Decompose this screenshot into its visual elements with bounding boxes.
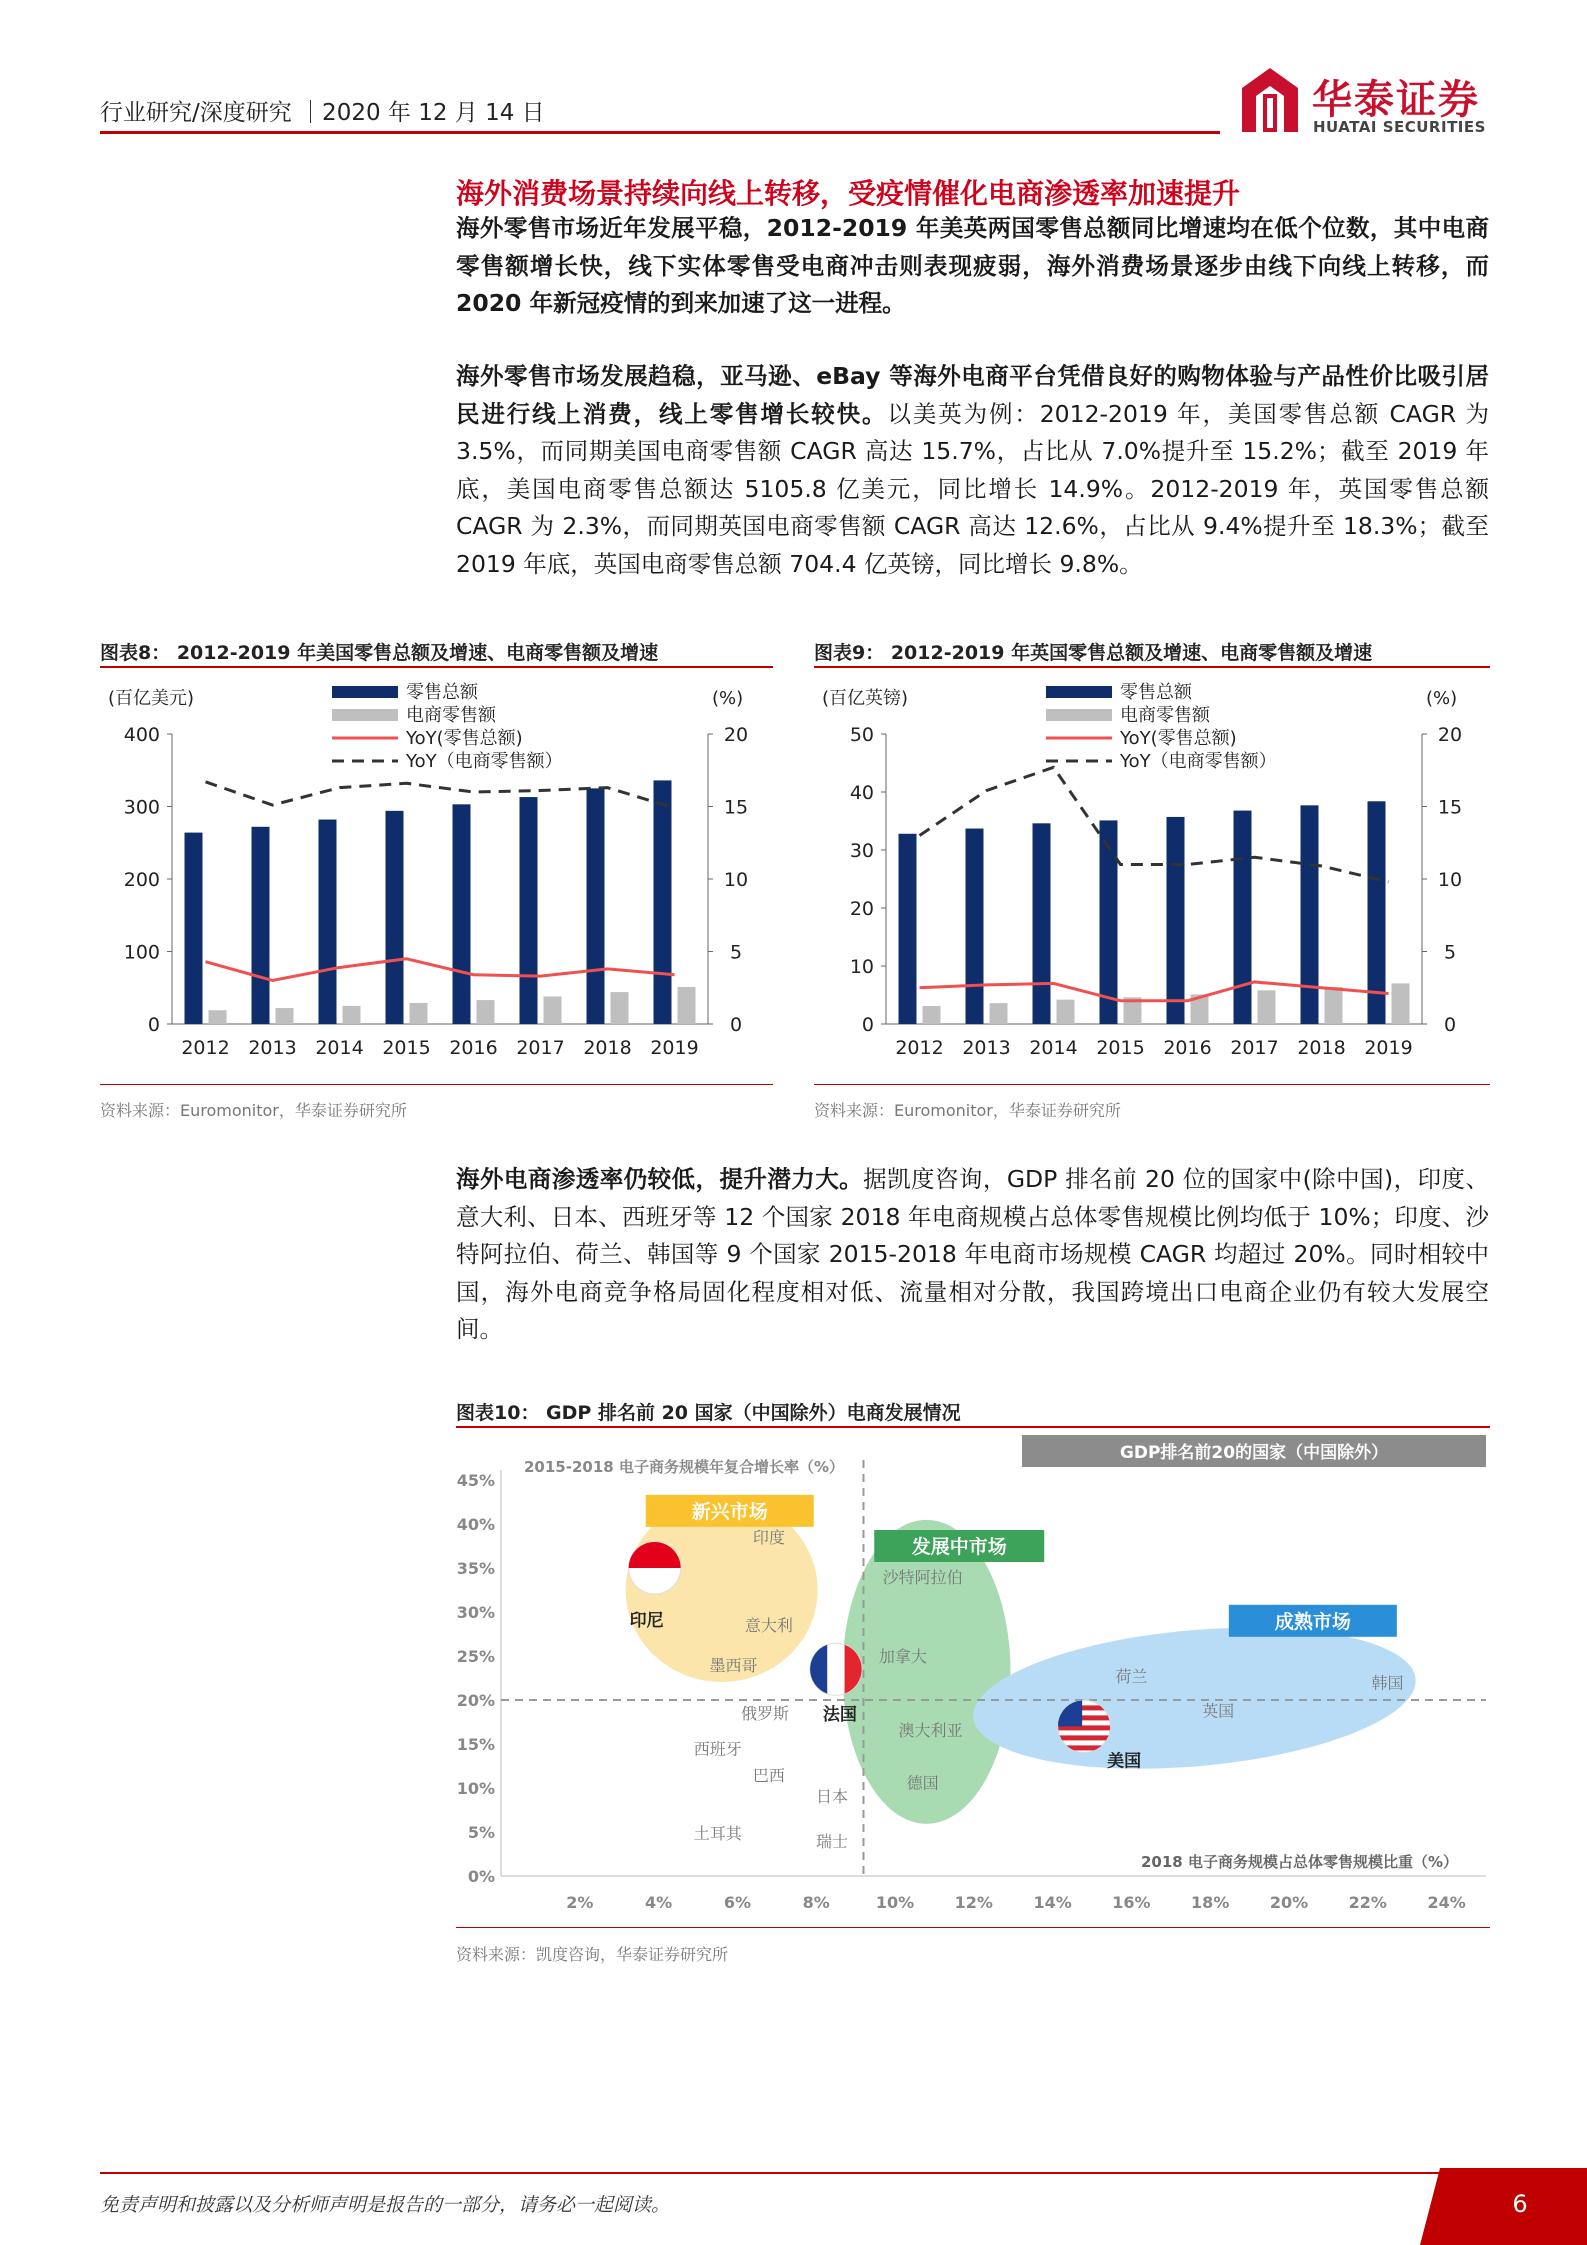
fig9-y-tick-label: 0 xyxy=(861,1014,874,1036)
fig10-bubble-mature xyxy=(967,1611,1421,1785)
figure-10-source: 资料来源：凯度咨询，华泰证券研究所 xyxy=(456,1945,729,1964)
fig10-x-tick-label: 6% xyxy=(723,1893,751,1912)
fig8-bar-total xyxy=(185,833,203,1024)
fig10-x-tick-label: 10% xyxy=(875,1893,915,1912)
fig8-x-tick-label: 2012 xyxy=(181,1037,230,1059)
fig10-point-label: 印尼 xyxy=(629,1611,664,1631)
fig9-bar-total xyxy=(1033,823,1051,1024)
fig9-bar-total xyxy=(1234,811,1252,1024)
fig8-left-unit: (百亿美元) xyxy=(108,688,195,709)
fig9-bar-total xyxy=(899,834,917,1024)
fig10-point-label: 韩国 xyxy=(1371,1673,1404,1693)
fig8-bar-ecom xyxy=(343,1006,361,1024)
fig10-x-tick-label: 16% xyxy=(1112,1893,1151,1912)
fig10-y-tick-label: 25% xyxy=(456,1647,495,1666)
fig9-y-tick-label: 20 xyxy=(849,898,874,920)
fig10-point-label: 土耳其 xyxy=(693,1823,742,1843)
figure-8-source: 资料来源：Euromonitor，华泰证券研究所 xyxy=(100,1101,407,1120)
section-summary: 海外零售市场近年发展平稳，2012-2019 年美英两国零售总额同比增速均在低个位数，其中电商零售额增长快，线下实体零售受电商冲击则表现疲弱，海外消费场景逐步由线下向线上转移，而 2020 年新冠疫情的到来加速了这一进程。 xyxy=(456,214,1489,317)
fig10-x-tick-label: 8% xyxy=(802,1893,830,1912)
fig9-x-tick-label: 2017 xyxy=(1230,1037,1279,1059)
fig8-bar-ecom xyxy=(678,987,696,1024)
fig8-x-tick-label: 2017 xyxy=(516,1037,565,1059)
logo-text-en: HUATAI SECURITIES xyxy=(1313,118,1486,136)
fig10-banner-text: GDP排名前20的国家（中国除外） xyxy=(1119,1443,1389,1463)
fig9-bar-total xyxy=(966,829,984,1024)
fig10-x-tick-label: 4% xyxy=(645,1893,673,1912)
fig10-y-tick-label: 35% xyxy=(456,1559,495,1578)
fig10-x-axis-label: 2018 电子商务规模占总体零售规模比重（%） xyxy=(1140,1853,1458,1871)
fig8-y2-tick-label: 0 xyxy=(729,1014,743,1036)
fig9-bar-ecom xyxy=(1258,990,1276,1024)
huatai-logo-icon xyxy=(1240,68,1300,132)
flag-france-blue xyxy=(810,1645,827,1694)
fig9-bar-ecom xyxy=(923,1006,941,1024)
fig8-bar-ecom xyxy=(410,1003,428,1024)
fig10-y-tick-label: 15% xyxy=(456,1735,495,1754)
fig8-y-tick-label: 200 xyxy=(123,869,160,891)
fig10-point-label: 荷兰 xyxy=(1115,1667,1148,1687)
fig9-bar-ecom xyxy=(990,1003,1008,1024)
fig10-y-tick-label: 45% xyxy=(456,1471,495,1490)
fig9-legend-swatch xyxy=(1046,709,1112,721)
fig9-right-unit: (%) xyxy=(1426,688,1458,709)
fig10-point-label: 墨西哥 xyxy=(709,1655,758,1675)
page-number: 6 xyxy=(1512,2190,1528,2218)
fig8-y-tick-label: 100 xyxy=(123,941,160,964)
fig8-y2-tick-label: 15 xyxy=(723,796,749,819)
fig9-bar-ecom xyxy=(1325,987,1343,1024)
fig8-bar-ecom xyxy=(209,1010,227,1024)
paragraph-2-lead: 海外电商渗透率仍较低，提升潜力大。 xyxy=(456,1165,864,1193)
fig10-point-label: 英国 xyxy=(1202,1701,1235,1721)
fig10-group-label: 发展中市场 xyxy=(911,1536,1007,1558)
fig10-y-tick-label: 10% xyxy=(456,1779,495,1798)
fig9-y2-tick-label: 20 xyxy=(1437,724,1463,746)
fig8-bar-ecom xyxy=(544,996,562,1024)
fig9-legend-label: 零售总额 xyxy=(1120,682,1192,703)
fig10-x-tick-label: 22% xyxy=(1348,1893,1387,1912)
fig10-point-label: 印度 xyxy=(752,1528,785,1548)
fig8-bar-ecom xyxy=(276,1008,294,1024)
figure-8-chart xyxy=(100,672,773,1084)
fig10-point-label: 加拿大 xyxy=(878,1647,927,1666)
figure-9-chart xyxy=(814,672,1490,1084)
fig10-x-tick-label: 18% xyxy=(1191,1893,1230,1912)
section-title: 海外消费场景持续向线上转移，受疫情催化电商渗透率加速提升 xyxy=(456,177,1241,210)
fig9-x-tick-label: 2016 xyxy=(1163,1037,1212,1059)
fig10-y-axis-label: 2015-2018 电子商务规模年复合增长率（%） xyxy=(524,1458,844,1476)
fig8-legend-label: 电商零售额 xyxy=(406,705,496,726)
flag-usa-stripe xyxy=(1058,1735,1110,1740)
fig10-point-label: 德国 xyxy=(906,1773,939,1793)
fig8-x-tick-label: 2014 xyxy=(315,1037,364,1059)
fig8-legend-swatch xyxy=(332,686,398,698)
fig10-flag-法国 xyxy=(810,1643,862,1695)
fig10-x-tick-label: 14% xyxy=(1033,1893,1072,1912)
figure-8-top-line xyxy=(100,666,773,668)
fig10-point-label: 巴西 xyxy=(752,1765,785,1785)
fig9-y-tick-label: 40 xyxy=(849,782,874,804)
fig10-y-tick-label: 30% xyxy=(456,1603,495,1622)
fig8-bar-total xyxy=(252,827,270,1024)
fig9-x-tick-label: 2015 xyxy=(1096,1037,1145,1059)
fig10-x-tick-label: 20% xyxy=(1269,1893,1309,1912)
fig9-y-tick-label: 30 xyxy=(849,840,874,862)
fig9-y2-tick-label: 0 xyxy=(1443,1014,1457,1036)
header-breadcrumb: 行业研究/深度研究 ｜2020 年 12 月 14 日 xyxy=(100,100,545,126)
fig8-bar-total xyxy=(386,811,404,1024)
fig10-point-label: 美国 xyxy=(1107,1751,1142,1772)
paragraph-2 xyxy=(456,1161,1489,1349)
fig8-legend-label: 零售总额 xyxy=(406,682,478,703)
fig8-bar-total xyxy=(654,780,672,1024)
fig10-x-tick-label: 12% xyxy=(954,1893,993,1912)
footer-disclaimer: 免责声明和披露以及分析师声明是报告的一部分，请务必一起阅读。 xyxy=(100,2194,671,2216)
fig9-y-tick-label: 10 xyxy=(849,956,874,978)
fig10-group-label: 成熟市场 xyxy=(1274,1610,1351,1633)
fig9-x-tick-label: 2013 xyxy=(962,1037,1011,1059)
fig9-bar-ecom xyxy=(1392,983,1410,1024)
fig8-y2-tick-label: 5 xyxy=(729,941,743,964)
fig10-y-tick-label: 20% xyxy=(456,1691,495,1710)
fig8-right-unit: (%) xyxy=(712,688,744,709)
fig10-x-tick-label: 2% xyxy=(566,1893,594,1912)
fig8-bar-total xyxy=(319,820,337,1024)
fig8-x-tick-label: 2015 xyxy=(382,1037,431,1059)
fig8-x-tick-label: 2013 xyxy=(248,1037,297,1059)
logo-text-cn: 华泰证券 xyxy=(1312,77,1480,123)
fig8-y2-tick-label: 20 xyxy=(723,724,749,746)
fig9-bar-total xyxy=(1167,817,1185,1024)
fig8-legend-label: YoY(零售总额) xyxy=(406,728,523,749)
fig8-x-tick-label: 2019 xyxy=(650,1037,699,1059)
fig8-bar-total xyxy=(453,804,471,1024)
fig10-point-label: 澳大利亚 xyxy=(898,1720,963,1740)
fig9-x-tick-label: 2012 xyxy=(895,1037,944,1059)
fig10-y-tick-label: 5% xyxy=(467,1823,495,1842)
fig10-flag-美国 xyxy=(1058,1700,1110,1752)
fig10-y-tick-label: 0% xyxy=(467,1867,495,1886)
figure-9-bottom-line xyxy=(814,1084,1490,1085)
paragraph-1-lead: 海外零售市场发展趋稳，亚马逊、eBay 等海外电商平台凭借良好的购物体验与产品性价比吸引居民进行线上消费，线上零售增长较快。 xyxy=(456,362,1489,428)
fig10-point-label: 西班牙 xyxy=(693,1739,742,1759)
fig10-point-label: 法国 xyxy=(822,1705,857,1726)
fig8-legend-label: YoY（电商零售额） xyxy=(406,751,563,772)
header-divider xyxy=(100,131,1220,134)
figure-9-source: 资料来源：Euromonitor，华泰证券研究所 xyxy=(814,1101,1121,1120)
fig10-group-label: 新兴市场 xyxy=(691,1500,768,1523)
fig10-point-label: 意大利 xyxy=(744,1616,793,1636)
fig10-flag-印尼 xyxy=(629,1542,681,1594)
fig9-legend-label: YoY(零售总额) xyxy=(1120,728,1237,749)
fig9-x-tick-label: 2014 xyxy=(1029,1037,1078,1059)
fig9-legend-label: 电商零售额 xyxy=(1120,705,1210,726)
figure-10-chart xyxy=(456,1430,1490,1926)
figure-10-title: 图表10： GDP 排名前 20 国家（中国除外）电商发展情况 xyxy=(456,1402,961,1424)
fig8-bar-ecom xyxy=(477,1000,495,1024)
figure-9-top-line xyxy=(814,666,1490,668)
fig9-x-tick-label: 2019 xyxy=(1364,1037,1413,1059)
fig8-legend-swatch xyxy=(332,709,398,721)
fig8-x-tick-label: 2016 xyxy=(449,1037,498,1059)
fig8-y-tick-label: 0 xyxy=(147,1014,160,1036)
fig10-point-label: 俄罗斯 xyxy=(740,1704,789,1724)
fig8-bar-total xyxy=(587,788,605,1024)
fig9-y-tick-label: 50 xyxy=(849,724,874,746)
figure-10-top-line xyxy=(456,1426,1490,1428)
fig10-point-label: 瑞士 xyxy=(815,1831,848,1851)
fig9-legend-label: YoY（电商零售额） xyxy=(1120,751,1277,772)
fig10-point-label: 日本 xyxy=(815,1786,848,1806)
fig9-legend-swatch xyxy=(1046,686,1112,698)
fig8-y-tick-label: 300 xyxy=(123,796,160,819)
paragraph-1-body: 以美英为例：2012-2019 年，美国零售总额 CAGR 为 3.5%，而同期美国电商零售额 CAGR 高达 15.7%，占比从 7.0%提升至 15.2%；截至 2019 年底，美国电商零售总额达 5105.8 亿美元，同比增长 14.9%。2012-2019 年，英国零售总额 CAGR 为 2.3%，而同期英国电商零售额 CAGR 高达 12.6%，占比从 9.4%提升至 18.3%；截至 2019 年底，英国电商零售总额 704.4 亿英镑，同比增长 9.8%。 xyxy=(456,399,1489,578)
fig9-y2-tick-label: 10 xyxy=(1437,869,1463,891)
fig10-y-tick-label: 40% xyxy=(456,1515,495,1534)
fig8-bar-total xyxy=(520,797,538,1024)
figure-8-title: 图表8： 2012-2019 年美国零售总额及增速、电商零售额及增速 xyxy=(100,642,659,664)
fig8-y2-tick-label: 10 xyxy=(723,869,749,891)
paragraph-2-body: 据凯度咨询，GDP 排名前 20 位的国家中(除中国)，印度、意大利、日本、西班牙等 12 个国家 2018 年电商规模占总体零售规模比例均低于 10%；印度、沙特阿拉伯、荷兰、韩国等 9 个国家 2015-2018 年电商市场规模 CAGR 均超过 20%。同时相较中国，海外电商竞争格局固化程度相对低、流量相对分散，我国跨境出口电商企业仍有较大发展空间。 xyxy=(456,1165,1489,1343)
figure-8-bottom-line xyxy=(100,1084,773,1085)
fig9-y2-tick-label: 15 xyxy=(1437,796,1463,819)
fig10-x-tick-label: 24% xyxy=(1427,1893,1466,1912)
fig9-bar-total xyxy=(1100,820,1118,1024)
fig9-bar-ecom xyxy=(1057,1000,1075,1024)
fig9-bar-total xyxy=(1301,805,1319,1024)
fig9-y2-tick-label: 5 xyxy=(1443,941,1457,964)
fig8-bar-ecom xyxy=(611,992,629,1024)
fig10-point-label: 沙特阿拉伯 xyxy=(882,1567,963,1587)
figure-9-title: 图表9： 2012-2019 年英国零售总额及增速、电商零售额及增速 xyxy=(814,642,1373,664)
fig8-y-tick-label: 400 xyxy=(123,724,160,746)
figure-10-bottom-line xyxy=(456,1927,1490,1928)
fig8-x-tick-label: 2018 xyxy=(583,1037,632,1059)
fig9-x-tick-label: 2018 xyxy=(1297,1037,1346,1059)
footer-divider xyxy=(100,2172,1440,2174)
fig9-left-unit: (百亿英镑) xyxy=(822,688,909,709)
paragraph-1 xyxy=(456,358,1489,583)
